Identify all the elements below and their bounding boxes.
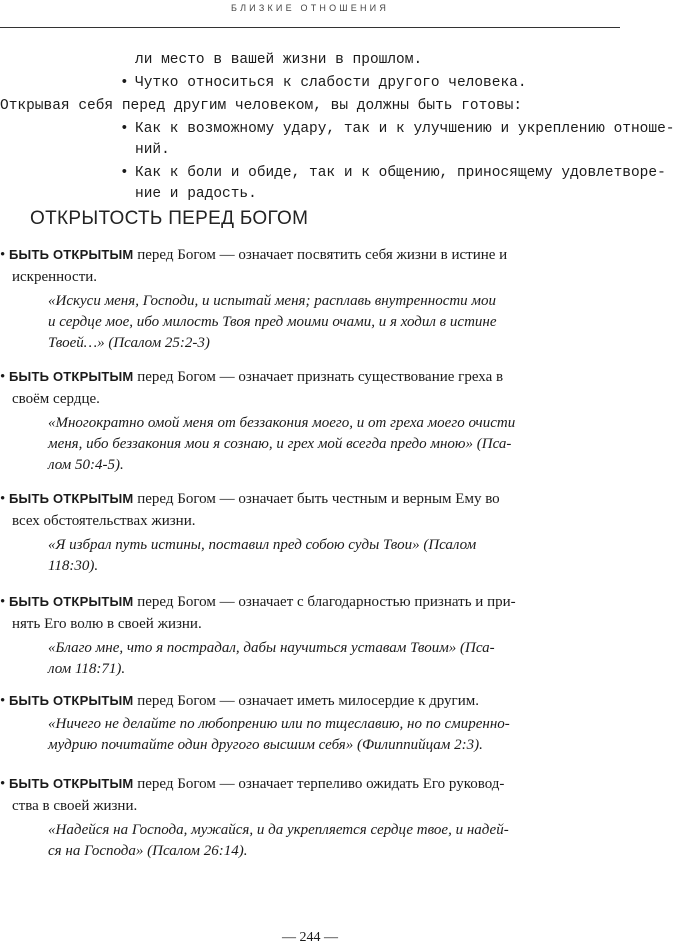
scripture-quote: Твоей…» (Псалом 25:2-3) (48, 335, 210, 351)
item-statement (0, 689, 479, 713)
statement-text: искренности. (12, 269, 98, 285)
statement-text: перед Богом — означает с благодарностью признать и при- (137, 594, 516, 610)
item-statement (0, 590, 516, 614)
keyword: БЫТЬ ОТКРЫТЫМ (9, 693, 134, 708)
keyword: БЫТЬ ОТКРЫТЫМ (9, 594, 134, 609)
scripture-quote: «Искуси меня, Господи, и испытай меня; расплавь внутренности мои (48, 293, 497, 309)
bullet-dot: • (120, 165, 129, 181)
scripture-quote: лом 118:71). (48, 661, 126, 677)
bullet-text: Как к боли и обиде, так и к общению, приносящему удовлетворе- (135, 165, 666, 181)
bullet-dot: • (120, 75, 129, 91)
scripture-quote: меня, ибо беззакония мои я сознаю, и грех мой всегда предо мною» (Пса- (48, 436, 512, 452)
bullet-dot: • (120, 121, 129, 137)
keyword: БЫТЬ ОТКРЫТЫМ (9, 491, 134, 506)
keyword: БЫТЬ ОТКРЫТЫМ (9, 369, 134, 384)
page-number: — 244 — (282, 930, 338, 945)
scripture-quote: лом 50:4-5). (48, 457, 124, 473)
bullet-dot: • (0, 491, 10, 507)
bullet-dot: • (0, 594, 10, 610)
statement-text: перед Богом — означает посвятить себя жизни в истине и (137, 247, 508, 263)
statement-text: нять Его волю в своей жизни. (12, 616, 202, 632)
keyword: БЫТЬ ОТКРЫТЫМ (9, 776, 134, 791)
item-statement (0, 487, 500, 511)
keyword: БЫТЬ ОТКРЫТЫМ (9, 247, 134, 262)
statement-text: перед Богом — означает быть честным и верным Ему во (137, 491, 500, 507)
intro-paragraph: Открывая себя перед другим человеком, вы должны быть готовы: (0, 98, 523, 114)
item-statement (0, 772, 504, 796)
header-rule (0, 27, 620, 28)
scripture-quote: ся на Господа» (Псалом 26:14). (48, 843, 248, 859)
scripture-quote: мудрию почитайте один другого высшим себя» (Филиппийцам 2:3). (48, 737, 483, 753)
running-head: БЛИЗКИЕ ОТНОШЕНИЯ (230, 3, 390, 13)
bullet-text: ние и радость. (135, 186, 257, 202)
bullet-dot: • (0, 369, 10, 385)
scripture-quote: «Я избрал путь истины, поставил пред собою суды Твои» (Псалом (48, 537, 477, 553)
bullet-text: Чутко относиться к слабости другого человека. (135, 75, 527, 91)
bullet-dot: • (0, 693, 10, 709)
bullet-dot: • (0, 776, 10, 792)
item-statement (0, 243, 507, 267)
statement-text: перед Богом — означает признать существование греха в (137, 369, 504, 385)
bullet-text: Как к возможному удару, так и к улучшению и укреплению отноше- (135, 121, 675, 137)
scripture-quote: «Благо мне, что я пострадал, дабы научиться уставам Твоим» (Пса- (48, 640, 495, 656)
continued-line: ли место в вашей жизни в прошлом. (135, 52, 423, 68)
scripture-quote: «Ничего не делайте по любопрению или по тщеславию, но по смиренно- (48, 716, 510, 732)
scripture-quote: «Многократно омой меня от беззакония моего, и от греха моего очисти (48, 415, 516, 431)
scripture-quote: 118:30). (48, 558, 99, 574)
bullet-text: ний. (135, 142, 170, 158)
statement-text: перед Богом — означает иметь милосердие к другим. (137, 693, 479, 709)
statement-text: перед Богом — означает терпеливо ожидать Его руковод- (137, 776, 505, 792)
item-statement (0, 365, 503, 389)
scripture-quote: «Надейся на Господа, мужайся, и да укрепляется сердце твое, и надей- (48, 822, 509, 838)
bullet-dot: • (0, 247, 10, 263)
statement-text: всех обстоятельствах жизни. (12, 513, 196, 529)
statement-text: ства в своей жизни. (12, 798, 138, 814)
statement-text: своём сердце. (12, 391, 100, 407)
section-title: ОТКРЫТОСТЬ ПЕРЕД БОГОМ (30, 208, 309, 229)
scripture-quote: и сердце мое, ибо милость Твоя пред моими очами, и я ходил в истине (48, 314, 497, 330)
